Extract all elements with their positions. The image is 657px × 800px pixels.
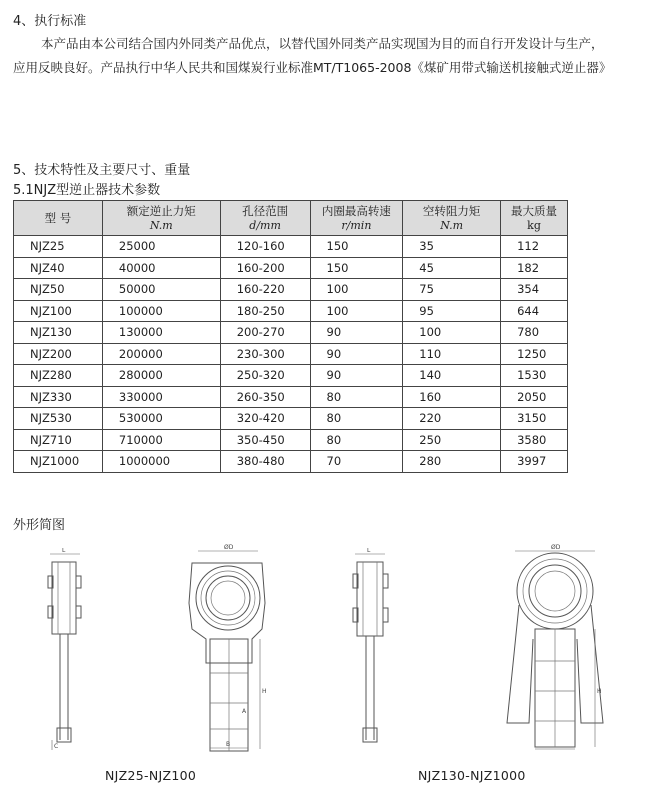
- table-row: [14, 429, 568, 451]
- dim-label-b-left: B: [226, 741, 231, 748]
- front-view-small: [170, 543, 280, 758]
- table-cell: 1250: [501, 343, 568, 365]
- table-cell: NJZ710: [14, 429, 103, 451]
- table-cell: 50000: [102, 279, 220, 301]
- table-cell: 150: [310, 236, 403, 258]
- table-cell: 35: [403, 236, 501, 258]
- table-cell: 644: [501, 300, 568, 322]
- table-cell: 160: [403, 386, 501, 408]
- dim-label-h-left: H: [262, 688, 267, 695]
- table-cell: 160-200: [220, 257, 310, 279]
- table-cell: NJZ280: [14, 365, 103, 387]
- table-cell: 110: [403, 343, 501, 365]
- table-cell: 80: [310, 386, 403, 408]
- table-cell: 280: [403, 451, 501, 473]
- section-4-paragraph-line-1: 本产品由本公司结合国内外同类产品优点，以替代国外同类产品实现国为目的而自行开发设计与生产，: [41, 36, 604, 51]
- front-view-large: [495, 543, 615, 758]
- table-cell: 90: [310, 343, 403, 365]
- side-view-small: [40, 548, 90, 753]
- table-row: [14, 343, 568, 365]
- table-cell: NJZ130: [14, 322, 103, 344]
- table-row: [14, 236, 568, 258]
- section-5-heading: 5、技术特性及主要尺寸、重量: [13, 163, 191, 178]
- caption-small-models: NJZ25-NJZ100: [105, 768, 197, 783]
- table-cell: NJZ330: [14, 386, 103, 408]
- table-row: [14, 451, 568, 473]
- table-cell: NJZ200: [14, 343, 103, 365]
- caption-large-models: NJZ130-NJZ1000: [418, 768, 526, 783]
- table-cell: 130000: [102, 322, 220, 344]
- table-cell: 100: [310, 279, 403, 301]
- table-cell: 112: [501, 236, 568, 258]
- table-cell: 2050: [501, 386, 568, 408]
- table-cell: 70: [310, 451, 403, 473]
- section-4-heading: 4、执行标准: [13, 14, 87, 29]
- table-cell: 3580: [501, 429, 568, 451]
- table-row: [14, 257, 568, 279]
- table-cell: 90: [310, 322, 403, 344]
- table-cell: 90: [310, 365, 403, 387]
- dim-label-l: L: [62, 548, 66, 554]
- spec-table: [13, 200, 568, 473]
- side-view-large: [345, 548, 395, 753]
- table-cell: 1530: [501, 365, 568, 387]
- table-cell: 200-270: [220, 322, 310, 344]
- header-rated-torque: 额定逆止力矩 N.m: [102, 201, 220, 236]
- table-cell: 260-350: [220, 386, 310, 408]
- table-cell: 280000: [102, 365, 220, 387]
- header-model: 型 号: [14, 201, 103, 236]
- table-row: [14, 408, 568, 430]
- table-cell: 530000: [102, 408, 220, 430]
- header-idle-torque: 空转阻力矩 N.m: [403, 201, 501, 236]
- table-cell: 780: [501, 322, 568, 344]
- table-row: [14, 386, 568, 408]
- dim-label-h-right: H: [597, 688, 602, 695]
- table-row: [14, 279, 568, 301]
- table-cell: 1000000: [102, 451, 220, 473]
- dim-label-l-right: L: [367, 548, 371, 554]
- table-cell: 230-300: [220, 343, 310, 365]
- table-cell: NJZ100: [14, 300, 103, 322]
- table-cell: 320-420: [220, 408, 310, 430]
- table-cell: NJZ1000: [14, 451, 103, 473]
- table-cell: 250-320: [220, 365, 310, 387]
- table-cell: 120-160: [220, 236, 310, 258]
- table-row: [14, 300, 568, 322]
- header-bore-range: 孔径范围 d/mm: [220, 201, 310, 236]
- drawing-heading: 外形简图: [13, 518, 66, 533]
- table-cell: 354: [501, 279, 568, 301]
- table-cell: 160-220: [220, 279, 310, 301]
- table-cell: 150: [310, 257, 403, 279]
- table-cell: 380-480: [220, 451, 310, 473]
- table-cell: 140: [403, 365, 501, 387]
- table-cell: 182: [501, 257, 568, 279]
- table-cell: 710000: [102, 429, 220, 451]
- table-header-row: [14, 201, 568, 236]
- table-cell: 330000: [102, 386, 220, 408]
- table-cell: 250: [403, 429, 501, 451]
- table-cell: 75: [403, 279, 501, 301]
- table-cell: 80: [310, 429, 403, 451]
- table-cell: 100: [403, 322, 501, 344]
- table-cell: 25000: [102, 236, 220, 258]
- dim-label-d-right: ØD: [551, 544, 561, 551]
- dim-label-d-left: ØD: [224, 544, 234, 551]
- section-4-paragraph-line-2: 应用反映良好。产品执行中华人民共和国煤炭行业标准MT/T1065-2008《煤矿用带式输送机接触式逆止器》: [13, 60, 612, 75]
- table-row: [14, 365, 568, 387]
- table-cell: NJZ25: [14, 236, 103, 258]
- table-cell: 40000: [102, 257, 220, 279]
- table-cell: 350-450: [220, 429, 310, 451]
- table-cell: 45: [403, 257, 501, 279]
- table-cell: 200000: [102, 343, 220, 365]
- section-5-1-subheading: 5.1NJZ型逆止器技术参数: [13, 183, 161, 198]
- table-cell: NJZ50: [14, 279, 103, 301]
- header-max-mass: 最大质量 kg: [501, 201, 568, 236]
- table-cell: 3150: [501, 408, 568, 430]
- table-cell: 100000: [102, 300, 220, 322]
- table-row: [14, 322, 568, 344]
- table-cell: 80: [310, 408, 403, 430]
- table-cell: NJZ40: [14, 257, 103, 279]
- table-cell: NJZ530: [14, 408, 103, 430]
- table-cell: 3997: [501, 451, 568, 473]
- table-cell: 100: [310, 300, 403, 322]
- table-cell: 180-250: [220, 300, 310, 322]
- table-cell: 95: [403, 300, 501, 322]
- dim-label-c-left: C: [54, 743, 59, 750]
- table-cell: 220: [403, 408, 501, 430]
- dim-label-a-left: A: [242, 708, 247, 715]
- header-max-speed: 内圈最高转速 r/min: [310, 201, 403, 236]
